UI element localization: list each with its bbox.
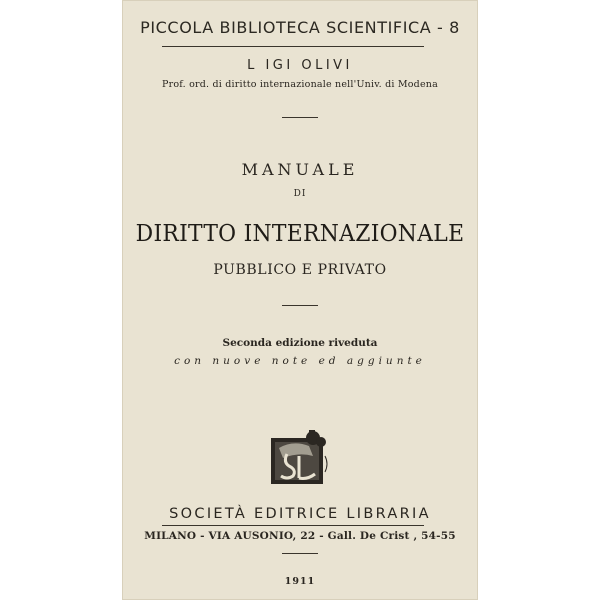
publisher-name: SOCIETÀ EDITRICE LIBRARIA [169,506,431,522]
publisher-address: MILANO - VIA AUSONIO, 22 - Gall. De Crist , 54-55 [144,530,456,542]
author-name: L IGI OLIVI [247,58,353,73]
divider-rule-top [282,117,318,118]
title-page [122,0,478,600]
divider-rule-middle [282,305,318,306]
edition-notes: con nuove note ed aggiunte [174,355,426,367]
book-subtitle: PUBBLICO E PRIVATO [213,262,387,278]
divider-rule-bottom [282,553,318,554]
work-label: MANUALE [241,160,359,179]
edition-statement: Seconda edizione riveduta [222,337,378,349]
header-rule [162,46,424,47]
series-title: PICCOLA BIBLIOTECA SCIENTIFICA - 8 [140,18,460,37]
publisher-rule [162,525,424,526]
book-title: DIRITTO INTERNAZIONALE [135,221,465,247]
author-affiliation: Prof. ord. di diritto internazionale nell'Univ. di Modena [162,79,438,90]
publication-year: 1911 [284,576,316,587]
work-connector: DI [293,189,307,199]
publisher-emblem-icon [269,428,331,486]
